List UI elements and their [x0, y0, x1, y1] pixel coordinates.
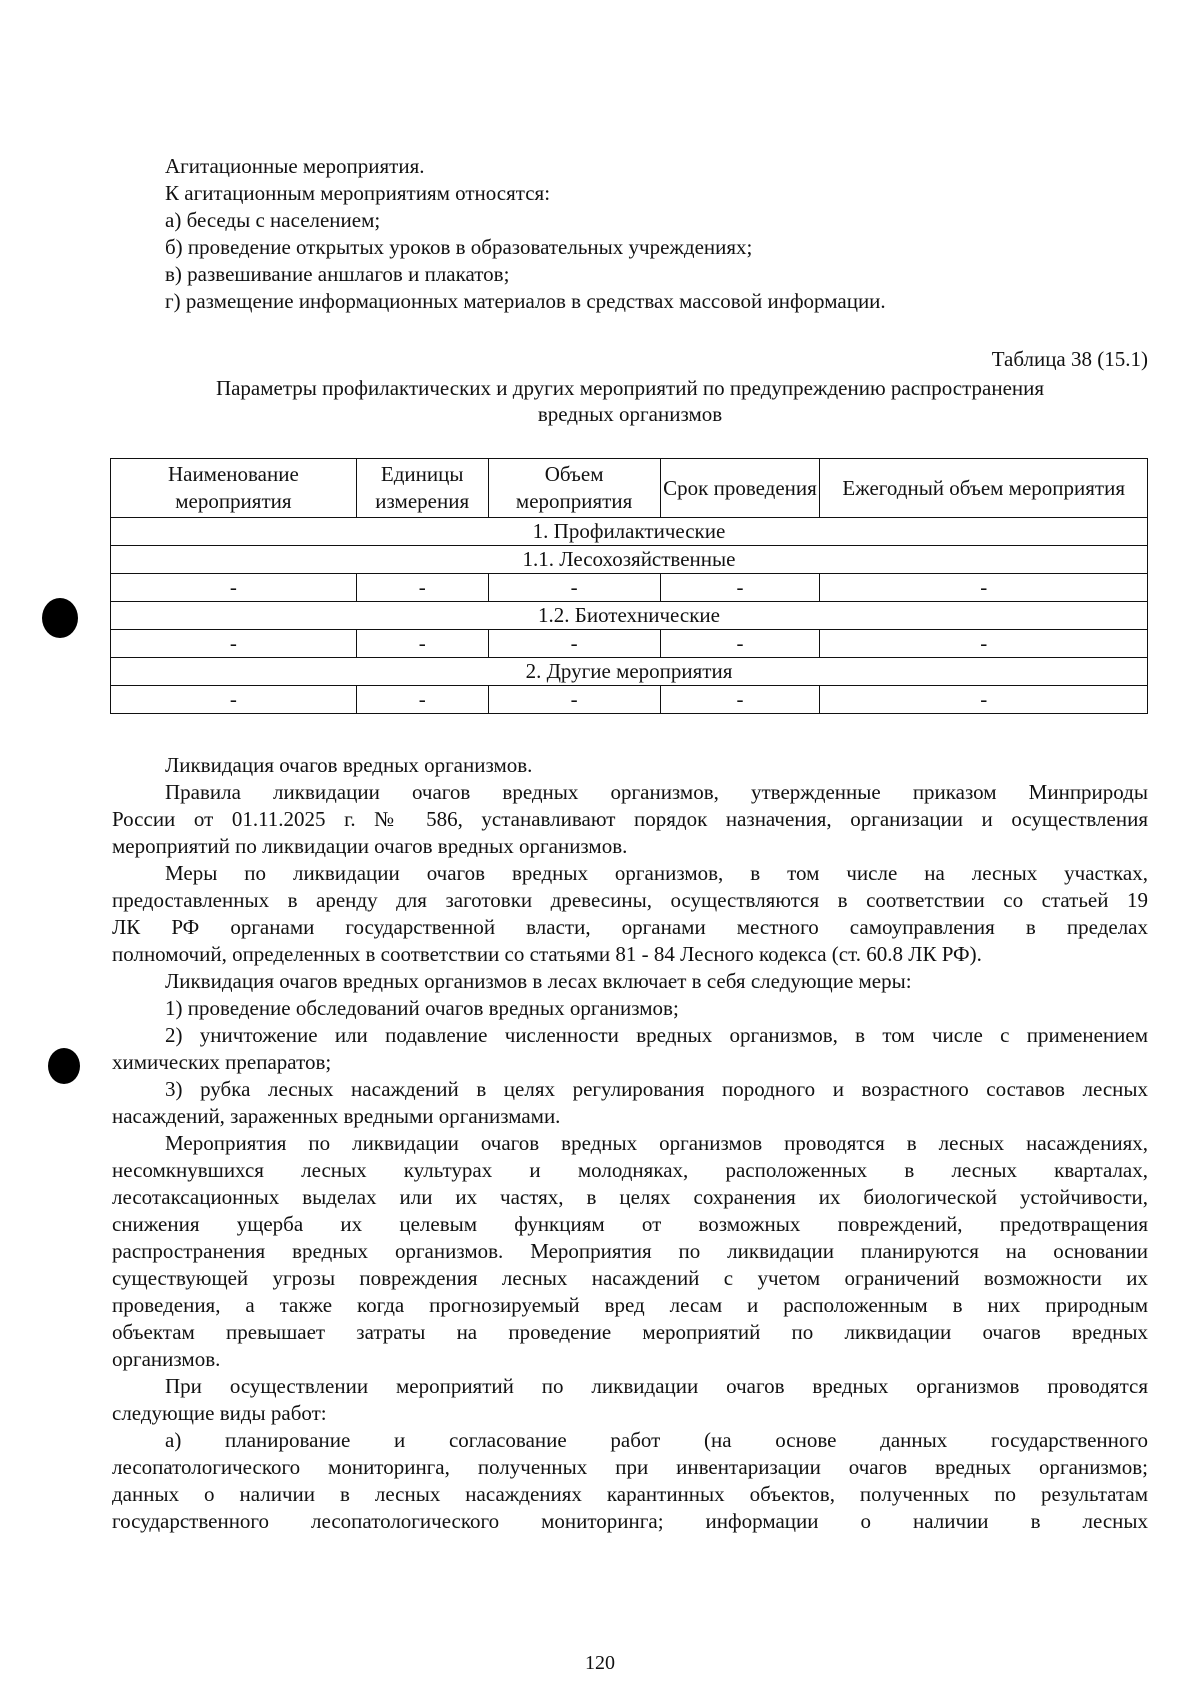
paragraph-line: лесотаксационных выделах или их частях, в целях сохранения их биологической устойчивости, [112, 1185, 1148, 1209]
section-title: Ликвидация очагов вредных организмов. [165, 753, 533, 777]
column-header: Объем мероприятия [488, 459, 660, 518]
table-row [111, 630, 1148, 658]
list-item: а) беседы с населением; [165, 208, 381, 232]
table-row [111, 574, 1148, 602]
table-cell: - [820, 574, 1148, 602]
paragraph-line: государственного лесопатологического мониторинга; информации о наличии в лесных [112, 1509, 1148, 1533]
paragraph-line: ЛК РФ органами государственной власти, органами местного самоуправления в пределах [112, 915, 1148, 939]
paragraph-line: снижения ущерба их целевым функциям от возможных повреждений, предотвращения [112, 1212, 1148, 1236]
table-section-row [111, 602, 1148, 630]
list-item: 1) проведение обследований очагов вредных организмов; [165, 996, 679, 1020]
paragraph-line: существующей угрозы повреждения лесных насаждений с учетом ограничений возможности их [112, 1266, 1148, 1290]
paragraph-line: объектам превышает затраты на проведение мероприятий по ликвидации очагов вредных [112, 1320, 1148, 1344]
table-header-row [111, 459, 1148, 518]
paragraph-line: предоставленных в аренду для заготовки древесины, осуществляются в соответствии со статьей 19 [112, 888, 1148, 912]
table-caption: Параметры профилактических и других мероприятий по предупреждению распространения [215, 376, 1045, 400]
paragraph-line: распространения вредных организмов. Мероприятия по ликвидации планируются на основании [112, 1239, 1148, 1263]
table-cell: - [488, 686, 660, 714]
column-header: Наименование мероприятия [111, 459, 357, 518]
paragraph-line: данных о наличии в лесных насаждениях карантинных объектов, полученных по результатам [112, 1482, 1148, 1506]
table-cell: - [111, 574, 357, 602]
table-cell: - [111, 630, 357, 658]
table-number: Таблица 38 (15.1) [991, 347, 1148, 371]
paragraph-line: мероприятий по ликвидации очагов вредных организмов. [112, 834, 628, 858]
section-title: Агитационные мероприятия. [165, 154, 425, 178]
list-item: г) размещение информационных материалов в средствах массовой информации. [165, 289, 886, 313]
paragraph-line: России от 01.11.2025 г. № 586, устанавливают порядок назначения, организации и осуществления [112, 807, 1148, 831]
paragraph-line: Меры по ликвидации очагов вредных организмов, в том числе на лесных участках, [165, 861, 1148, 885]
section-cell: 1. Профилактические [111, 518, 1148, 546]
paragraph-line: лесопатологического мониторинга, полученных при инвентаризации очагов вредных организмов; [112, 1455, 1148, 1479]
table-cell: - [820, 630, 1148, 658]
list-item: 2) уничтожение или подавление численности вредных организмов, в том числе с применением [165, 1023, 1148, 1047]
paragraph-line: проведения, а также когда прогнозируемый вред лесам и расположенным в них природным [112, 1293, 1148, 1317]
list-item: насаждений, зараженных вредными организмами. [112, 1104, 561, 1128]
table-cell: - [111, 686, 357, 714]
list-lead: К агитационным мероприятиям относятся: [165, 181, 551, 205]
parameters-table [110, 458, 1148, 714]
column-header: Единицы измерения [356, 459, 488, 518]
page-number: 120 [585, 1652, 615, 1674]
paragraph-line: Правила ликвидации очагов вредных организмов, утвержденные приказом Минприроды [165, 780, 1148, 804]
section-cell: 2. Другие мероприятия [111, 658, 1148, 686]
paragraph-line: несомкнувшихся лесных культурах и молодняках, расположенных в лесных кварталах, [112, 1158, 1148, 1182]
punch-hole-mark [48, 1048, 80, 1084]
column-header: Ежегодный объем мероприятия [820, 459, 1148, 518]
table-caption: вредных организмов [537, 402, 723, 426]
table-cell: - [820, 686, 1148, 714]
table-section-row [111, 518, 1148, 546]
table-cell: - [356, 686, 488, 714]
table-cell: - [356, 574, 488, 602]
table-section-row [111, 546, 1148, 574]
table-cell: - [356, 630, 488, 658]
paragraph-line: Ликвидация очагов вредных организмов в лесах включает в себя следующие меры: [165, 969, 912, 993]
list-item: 3) рубка лесных насаждений в целях регулирования породного и возрастного составов лесных [165, 1077, 1148, 1101]
paragraph-line: организмов. [112, 1347, 221, 1371]
list-item: в) развешивание аншлагов и плакатов; [165, 262, 510, 286]
table-cell: - [660, 574, 820, 602]
paragraph-line: следующие виды работ: [112, 1401, 327, 1425]
table-cell: - [488, 574, 660, 602]
punch-hole-mark [42, 598, 78, 638]
list-item: б) проведение открытых уроков в образовательных учреждениях; [165, 235, 753, 259]
list-item: а) планирование и согласование работ (на основе данных государственного [165, 1428, 1148, 1452]
paragraph-line: Мероприятия по ликвидации очагов вредных организмов проводятся в лесных насаждениях, [165, 1131, 1148, 1155]
column-header: Срок проведения [660, 459, 820, 518]
table-cell: - [660, 630, 820, 658]
table-row [111, 686, 1148, 714]
section-cell: 1.2. Биотехнические [111, 602, 1148, 630]
list-item: химических препаратов; [112, 1050, 332, 1074]
table-cell: - [660, 686, 820, 714]
paragraph-line: полномочий, определенных в соответствии со статьями 81 - 84 Лесного кодекса (ст. 60.8 ЛК РФ). [112, 942, 982, 966]
section-cell: 1.1. Лесохозяйственные [111, 546, 1148, 574]
table-section-row [111, 658, 1148, 686]
table-cell: - [488, 630, 660, 658]
paragraph-line: При осуществлении мероприятий по ликвидации очагов вредных организмов проводятся [165, 1374, 1148, 1398]
